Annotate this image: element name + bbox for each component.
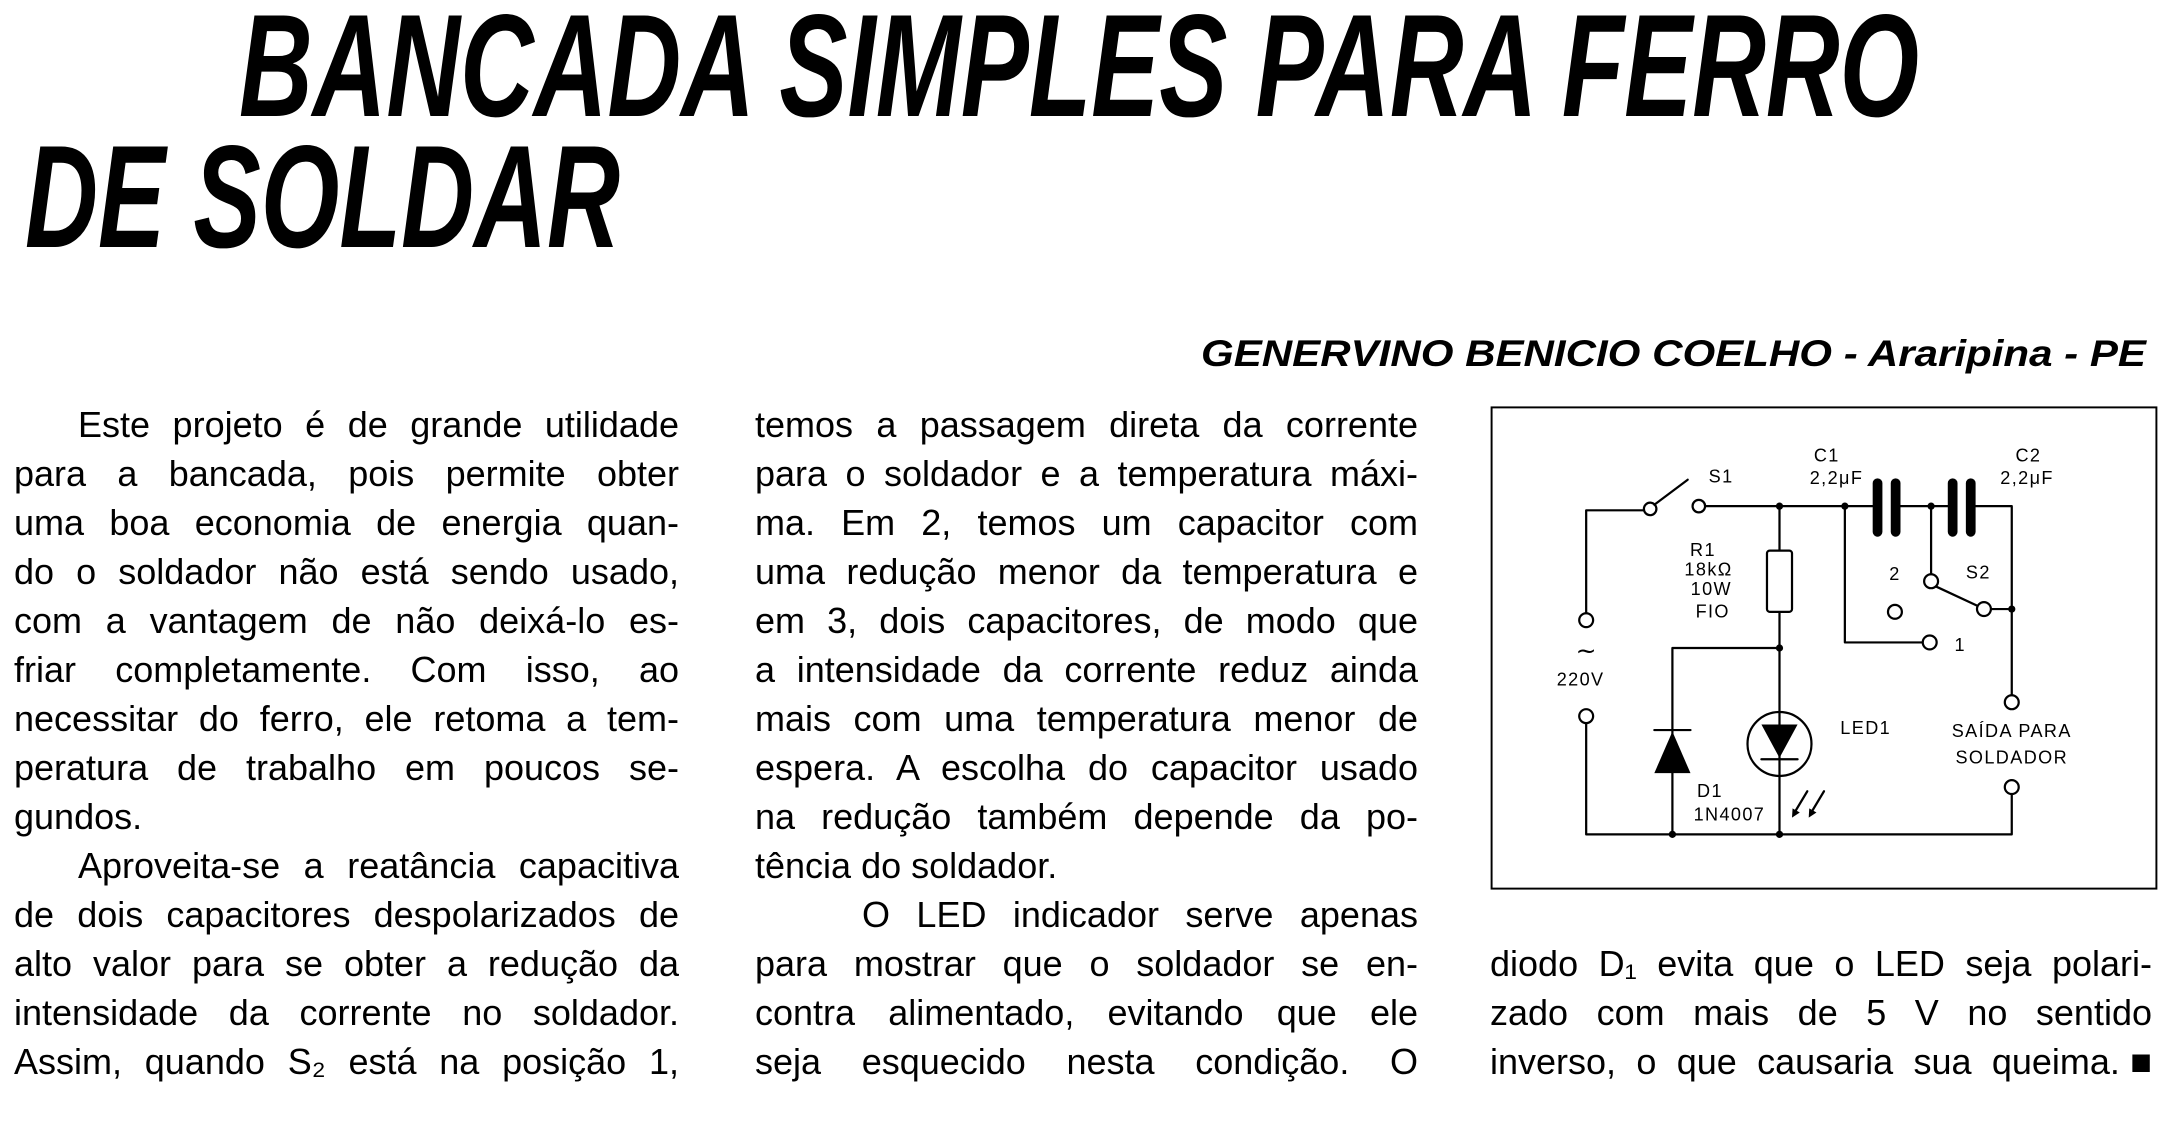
label-output-line-2: SOLDADOR (1955, 747, 2069, 768)
c1-plate-left (1873, 478, 1883, 536)
column-2-line: para mostrar que o soldador se en- (755, 943, 1418, 984)
column-2-line: mais com uma temperatura menor de (755, 698, 1418, 739)
led-triangle (1761, 724, 1797, 757)
author-byline: GENERVINO BENICIO COELHO - Araripina - PE (1201, 333, 2148, 374)
s1-lever (1654, 480, 1687, 505)
supply-terminal-top (1579, 613, 1593, 627)
label-c2-name: C2 (2015, 445, 2042, 466)
wire-c2-to-output (1974, 506, 2012, 695)
label-r1-name: R1 (1690, 540, 1716, 561)
column-2-line: seja esquecido nesta condição. O (755, 1041, 1418, 1082)
junction-dot (2008, 605, 2015, 612)
column-1-line: para a bancada, pois permite obter (14, 453, 679, 494)
wire-supply-to-s1 (1586, 510, 1644, 613)
s2-pin-3 (1888, 605, 1902, 619)
column-1-line: necessitar do ferro, ele retoma a tem- (14, 698, 679, 739)
label-r1-value: 18kΩ (1684, 559, 1733, 580)
label-supply-voltage: 220V (1556, 669, 1605, 690)
c2-plate-right (1966, 478, 1976, 536)
s2-common-terminal (1977, 602, 1991, 616)
column-2-line: O LED indicador serve apenas (862, 894, 1418, 935)
column-2-line: temos a passagem direta da corrente (755, 404, 1418, 445)
column-2-line: contra alimentado, evitando que ele (755, 992, 1418, 1033)
label-r1-power: 10W (1690, 579, 1733, 600)
text-column-1 (14, 400, 679, 1086)
label-s1: S1 (1708, 466, 1734, 487)
column-1-line: gundos. (14, 796, 143, 837)
column-2-line: na redução também depende da po- (755, 796, 1418, 837)
column-2-line: espera. A escolha do capacitor usado (755, 747, 1418, 788)
d1-triangle (1654, 731, 1690, 773)
led-light-arrow-2 (1811, 791, 1824, 812)
column-2-line: tência do soldador. (755, 845, 1058, 886)
column-2-line: uma redução menor da temperatura e (755, 551, 1418, 592)
column-1-line: Assim, quando S₂ está na posição 1, (14, 1041, 679, 1082)
c1-plate-right (1891, 478, 1901, 536)
c2-plate-left (1948, 478, 1958, 536)
text-column-3 (1490, 939, 2152, 1086)
label-d1-name: D1 (1697, 780, 1723, 801)
column-2-line: para o soldador e a temperatura máxi- (755, 453, 1418, 494)
junction-dot (1669, 831, 1676, 838)
circuit-schematic (1490, 406, 2158, 890)
text-column-2 (755, 400, 1418, 1086)
led-light-arrow-1 (1795, 791, 1808, 812)
junction-dot (1776, 644, 1783, 651)
output-terminal-bottom (2005, 780, 2019, 794)
article-header (0, 0, 2182, 390)
column-1-line: Aproveita-se a reatância capacitiva (78, 845, 679, 886)
column-1-line: com a vantagem de não deixá-lo es- (14, 600, 679, 641)
column-3-line: diodo D₁ evita que o LED seja polari- (1490, 943, 2152, 984)
article-title-line-1: BANCADA SIMPLES PARA FERRO (239, 0, 1919, 147)
s2-pin-1 (1923, 635, 1937, 649)
label-c2-value: 2,2μF (2000, 467, 2054, 488)
label-s2-position-1: 1 (1954, 634, 1967, 655)
supply-terminal-bottom (1579, 709, 1593, 723)
label-s2: S2 (1965, 562, 1991, 583)
column-1-line: peratura de trabalho em poucos se- (14, 747, 679, 788)
column-3-line: zado com mais de 5 V no sentido (1490, 992, 2152, 1033)
label-d1-part: 1N4007 (1693, 804, 1766, 825)
article-title-line-2: DE SOLDAR (25, 115, 620, 278)
column-1-line: de dois capacitores despolarizados de (14, 894, 679, 935)
output-terminal-top (2005, 695, 2019, 709)
column-2-line: em 3, dois capacitores, de modo que (755, 600, 1418, 641)
wire-node-to-s2-pin1 (1845, 506, 1923, 642)
column-1-line: uma boa economia de energia quan- (14, 502, 679, 543)
s2-lever (1937, 587, 1979, 606)
s1-terminal-right (1693, 500, 1706, 513)
column-3-line: inverso, o que causaria sua queima.■ (1490, 1041, 2152, 1082)
label-led: LED1 (1840, 718, 1892, 739)
column-1-line: friar completamente. Com isso, ao (14, 649, 679, 690)
junction-dot (1841, 503, 1848, 510)
ac-symbol: ~ (1575, 636, 1597, 666)
label-r1-type: FIO (1695, 601, 1730, 622)
label-output-line-1: SAÍDA PARA (1951, 721, 2072, 742)
column-1-line: intensidade da corrente no soldador. (14, 992, 679, 1033)
junction-dot (1776, 831, 1783, 838)
wire-return-bottom (1586, 723, 2012, 834)
label-s2-position-2: 2 (1889, 563, 1901, 584)
column-1-line: alto valor para se obter a redução da (14, 943, 679, 984)
r1-resistor-body (1767, 551, 1792, 612)
label-c1-value: 2,2μF (1809, 467, 1864, 488)
label-c1-name: C1 (1813, 445, 1840, 466)
column-2-line: a intensidade da corrente reduz ainda (755, 649, 1418, 690)
junction-dot (1776, 503, 1783, 510)
column-1-line: do o soldador não está sendo usado, (14, 551, 679, 592)
column-2-line: ma. Em 2, temos um capacitor com (755, 502, 1418, 543)
column-1-line: Este projeto é de grande utilidade (78, 404, 679, 445)
junction-dot (1927, 503, 1934, 510)
